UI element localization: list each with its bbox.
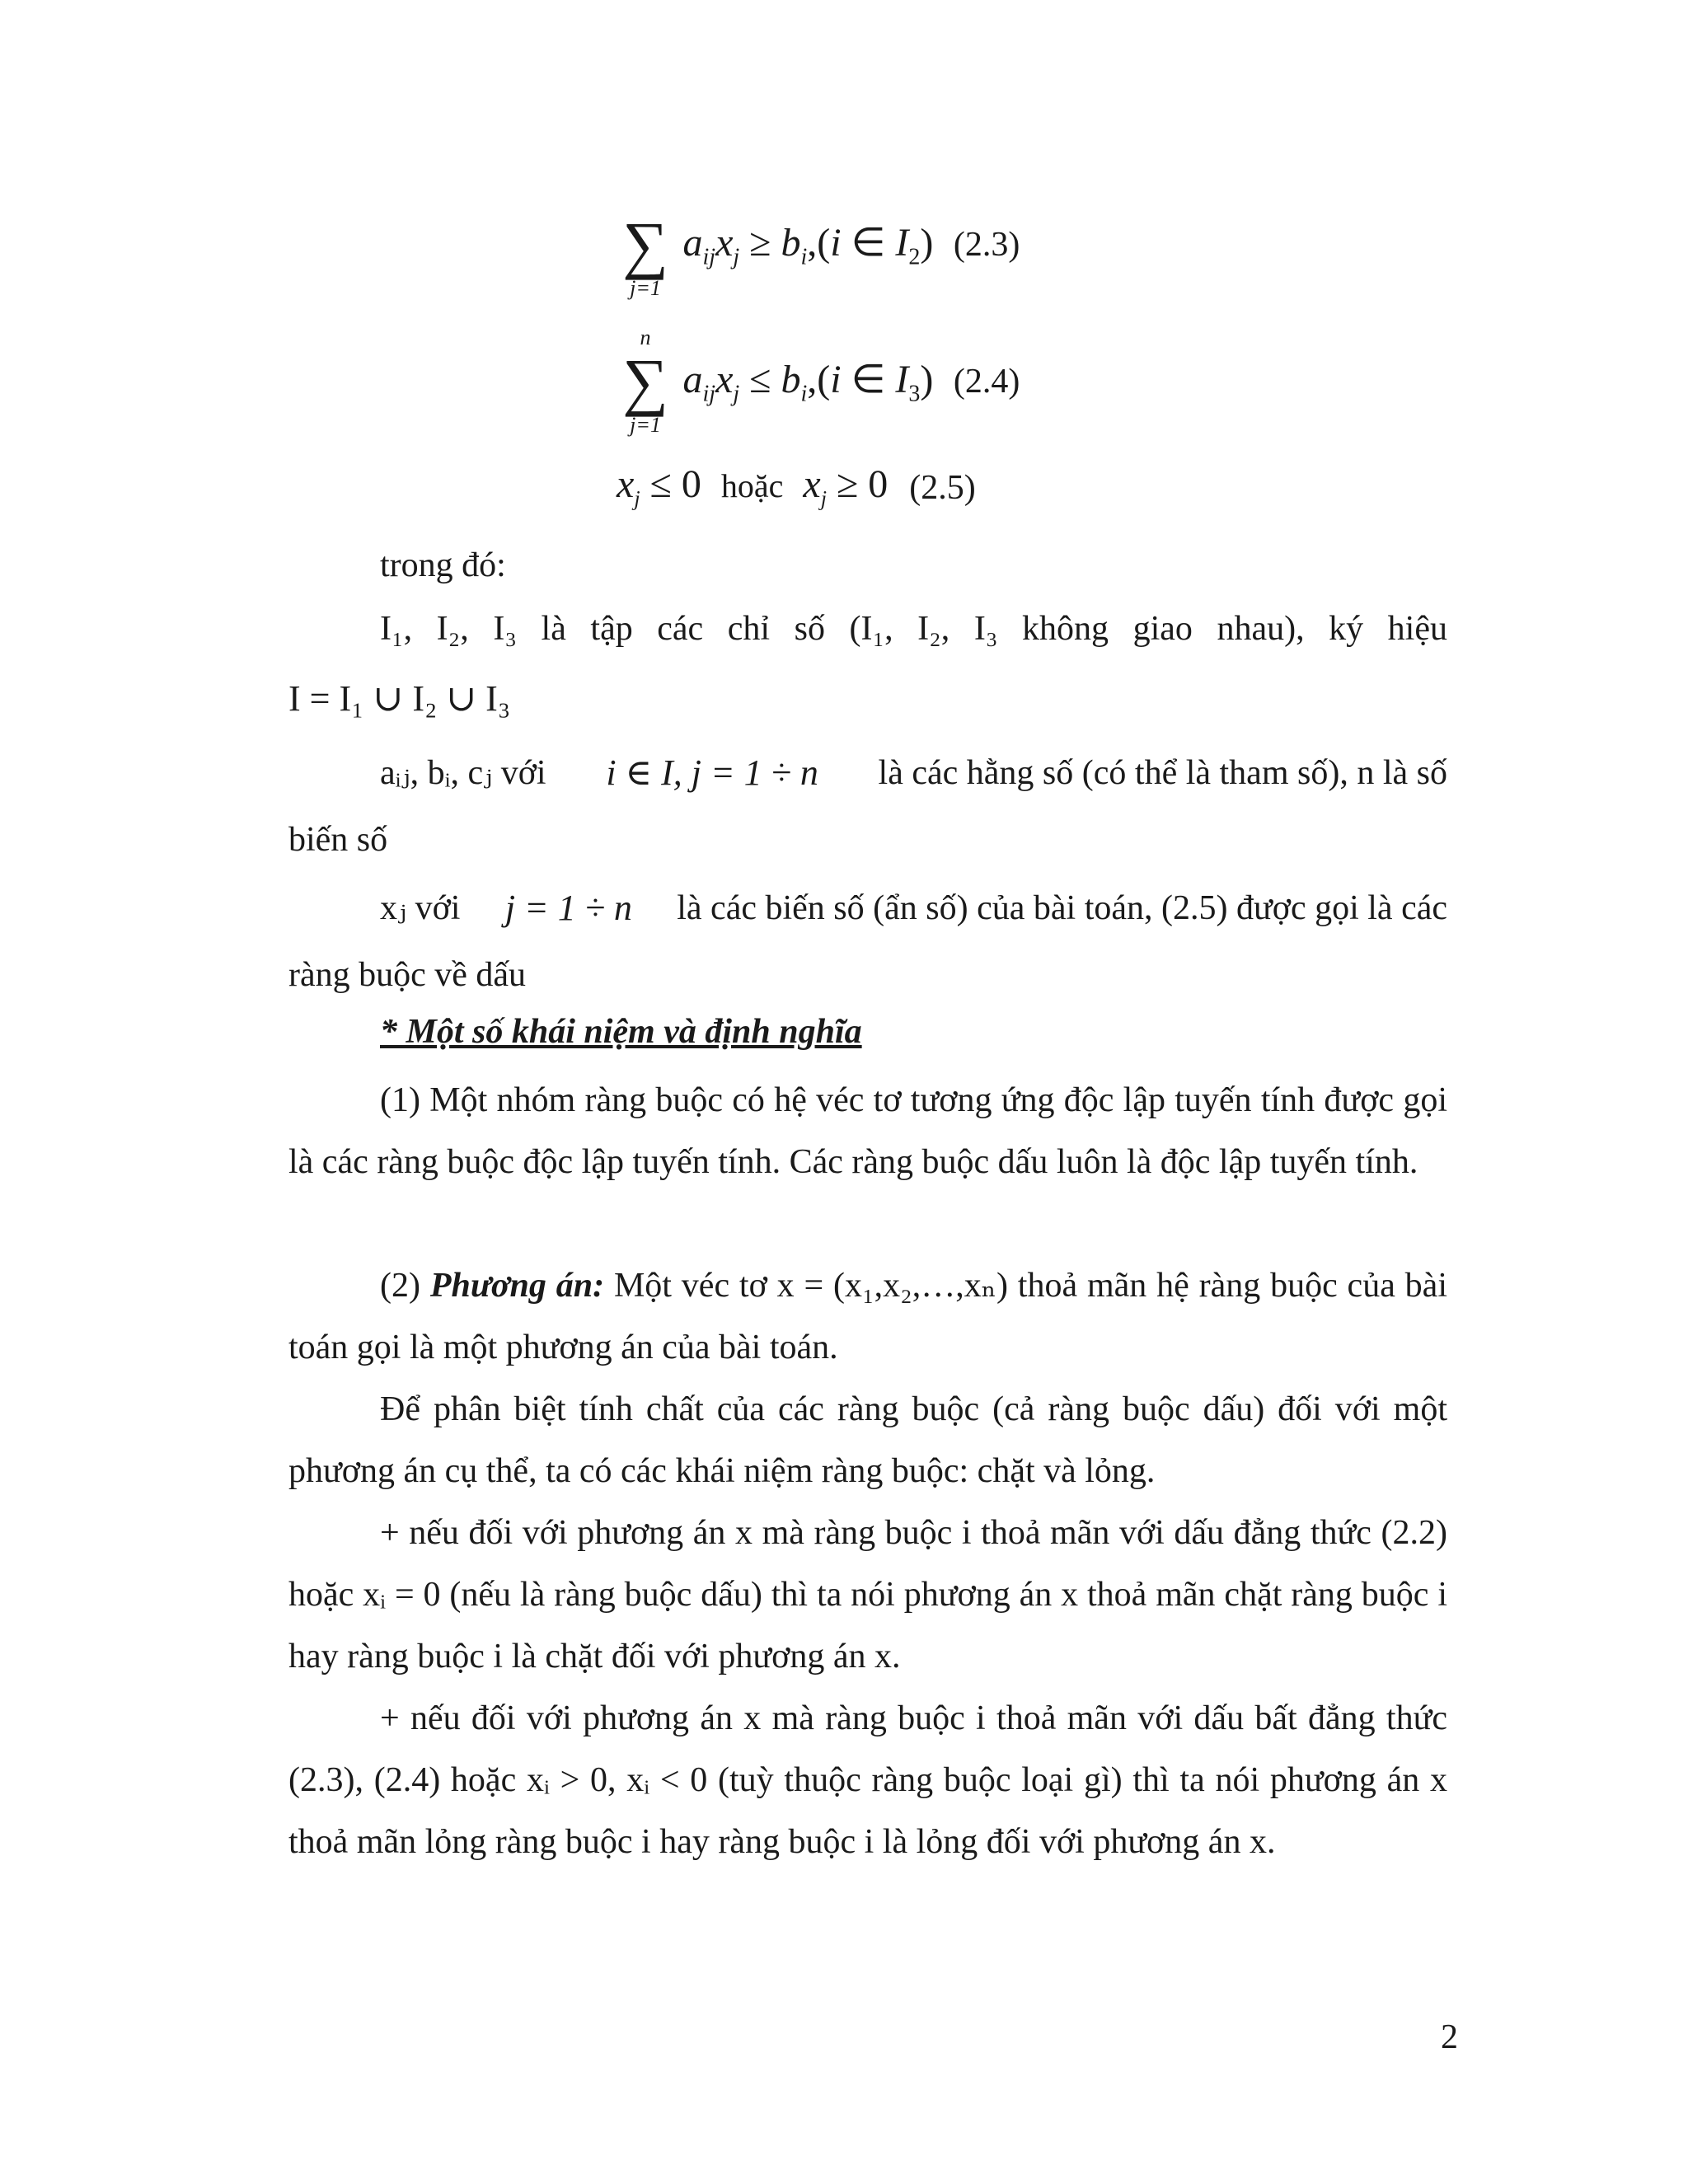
variables-condition: j = 1 ÷ n xyxy=(504,888,632,928)
paragraph-2: (2) Phương án: Một véc tơ x = (x₁,x₂,…,xₙ) thoả mãn hệ ràng buộc của bài toán gọi là một phương án của bài toán. xyxy=(288,1267,1447,1366)
equation-number: (2.5) xyxy=(909,468,976,507)
equation-2-4 xyxy=(617,326,1020,437)
section-heading: * Một số khái niệm và định nghĩa xyxy=(380,1013,862,1051)
paragraph-3: Để phân biệt tính chất của các ràng buộc (cả ràng buộc dấu) đối với một phương án cụ thể, ta có các khái niệm ràng buộc: chặt và lỏng. xyxy=(288,1390,1447,1490)
constants-rest: là các hằng số (có thể là tham số), n là số xyxy=(878,754,1447,792)
index-sets-line: I₁, I₂, I₃ là tập các chỉ số (I₁, I₂, I₃ không giao nhau), ký hiệu xyxy=(380,610,1447,648)
equation-number: (2.3) xyxy=(953,226,1020,264)
paragraph-1: (1) Một nhóm ràng buộc có hệ véc tơ tương ứng độc lập tuyến tính được gọi là các ràng buộc độc lập tuyến tính. Các ràng buộc dấu luôn là độc lập tuyến tính. xyxy=(288,1081,1447,1181)
constants-intro: aᵢⱼ, bᵢ, cⱼ với xyxy=(380,754,546,792)
paragraph-5: + nếu đối với phương án x mà ràng buộc i thoả mãn với dấu bất đẳng thức (2.3), (2.4) hoặc xᵢ > 0, xᵢ < 0 (tuỳ thuộc ràng buộc loại gì) thì ta nói phương án x thoả mãn lỏng ràng buộc i hay ràng buộc i là lỏng đối với phương án x. xyxy=(288,1699,1447,1861)
constants-line xyxy=(380,752,1447,794)
paragraph-4: + nếu đối với phương án x mà ràng buộc i thoả mãn với dấu đẳng thức (2.2) hoặc xᵢ = 0 (nếu là ràng buộc dấu) thì ta nói phương án x thoả mãn chặt ràng buộc i hay ràng buộc i là chặt đối với phương án x. xyxy=(288,1514,1447,1675)
equation-2-5: $x_j \le 0$ hoặc $x_j \ge 0$ (2.5) xyxy=(617,462,976,511)
equation-2-3 xyxy=(617,190,1020,300)
variables-line xyxy=(380,887,1447,930)
text-trong-do: trong đó: xyxy=(380,546,506,584)
summation-symbol: ∑ j=1 xyxy=(622,209,668,300)
connector-text: hoặc xyxy=(720,467,784,504)
variables-intro: xⱼ với xyxy=(380,889,461,927)
constants-continuation: biến số xyxy=(288,821,388,859)
term-phuong-an: Phương án: xyxy=(429,1267,605,1305)
constants-condition: i ∈ I, j = 1 ÷ n xyxy=(606,752,818,793)
summation-symbol: n ∑ j=1 xyxy=(622,326,668,437)
variables-continuation: ràng buộc về dấu xyxy=(288,956,527,994)
union-definition: I = I₁ ∪ I₂ ∪ I₃ xyxy=(288,678,511,719)
equation-expression: $a_{ij}x_j \ge b_i,(i$ ∈ $I_2$) xyxy=(682,220,934,270)
variables-rest: là các biến số (ẩn số) của bài toán, (2.5) được gọi là các xyxy=(677,889,1447,927)
equation-number: (2.4) xyxy=(953,363,1020,401)
page-number: 2 xyxy=(1441,2018,1458,2056)
equation-expression: $a_{ij}x_j \le b_i,(i$ ∈ $I_3$) xyxy=(682,357,934,407)
